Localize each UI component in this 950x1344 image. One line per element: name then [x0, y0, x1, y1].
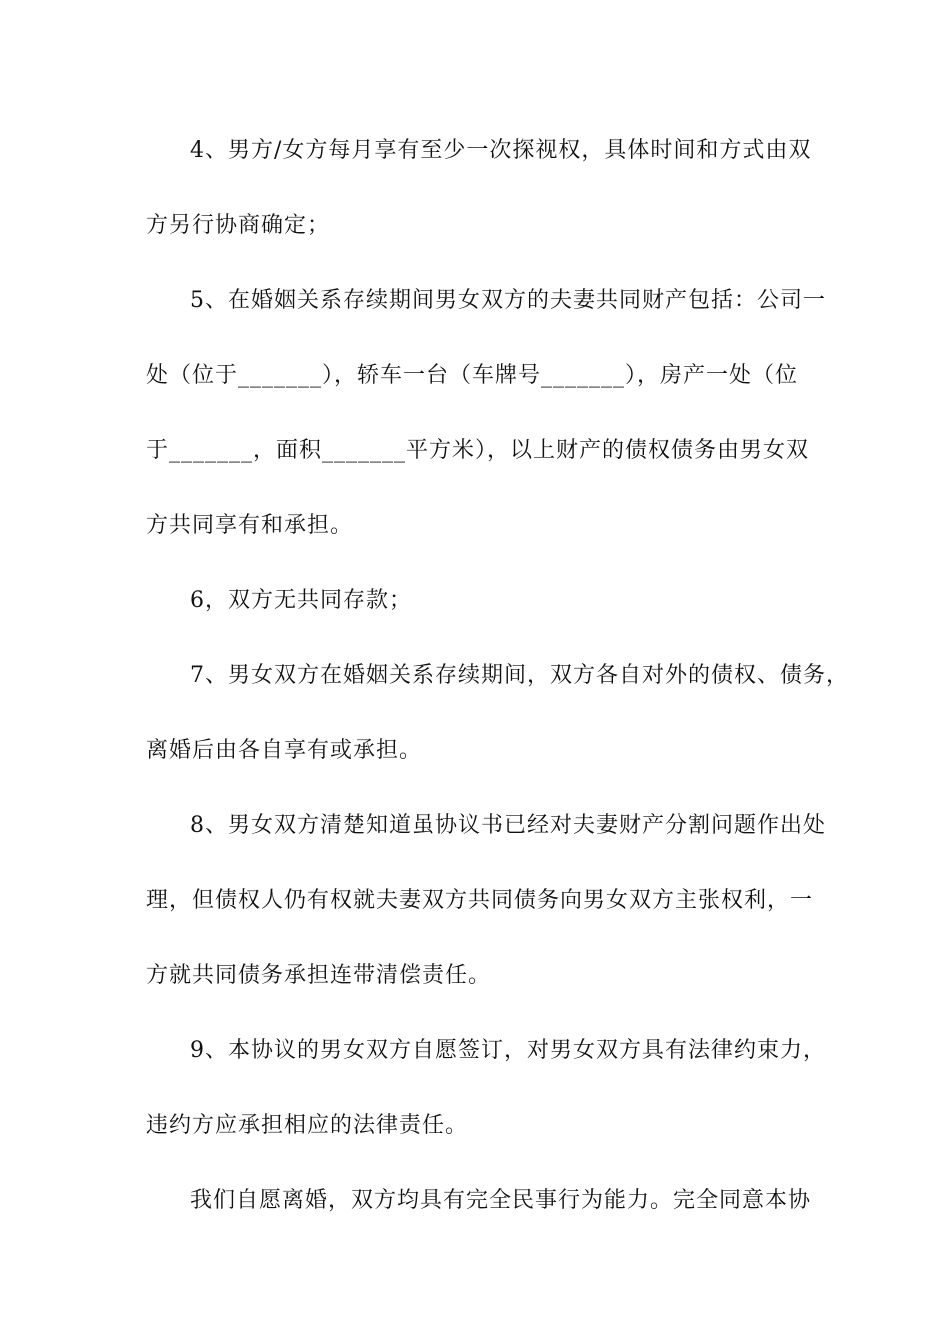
clause-5-line-4: 方共同享有和承担。	[146, 513, 354, 538]
clause-7-line-1: 7、男女双方在婚姻关系存续期间，双方各自对外的债权、债务，	[190, 663, 849, 688]
clause-6-line-1: 6，双方无共同存款；	[190, 588, 412, 613]
clause-5-line-3: 于_______，面积_______平方米），以上财产的债权债务由男女双	[146, 438, 810, 463]
clause-9-line-2: 违约方应承担相应的法律责任。	[146, 1113, 469, 1138]
clause-5-line-1: 5、在婚姻关系存续期间男女双方的夫妻共同财产包括：公司一	[190, 288, 826, 313]
clause-7-line-2: 离婚后由各自享有或承担。	[146, 738, 423, 763]
clause-4-line-2: 方另行协商确定；	[146, 213, 331, 238]
clause-8-line-3: 方就共同债务承担连带清偿责任。	[146, 963, 492, 988]
clause-9-line-1: 9、本协议的男女双方自愿签订，对男女双方具有法律约束力，	[190, 1038, 826, 1063]
declaration-line-1: 我们自愿离婚，双方均具有完全民事行为能力。完全同意本协	[190, 1188, 812, 1213]
clause-8-line-2: 理，但债权人仍有权就夫妻双方共同债务向男女双方主张权利，一	[146, 888, 814, 913]
clause-5-line-2: 处（位于_______），轿车一台（车牌号_______），房产一处（位	[146, 363, 799, 388]
clause-4-line-1: 4、男方/女方每月享有至少一次探视权，具体时间和方式由双	[190, 138, 812, 163]
clause-8-line-1: 8、男女双方清楚知道虽协议书已经对夫妻财产分割问题作出处	[190, 813, 826, 838]
